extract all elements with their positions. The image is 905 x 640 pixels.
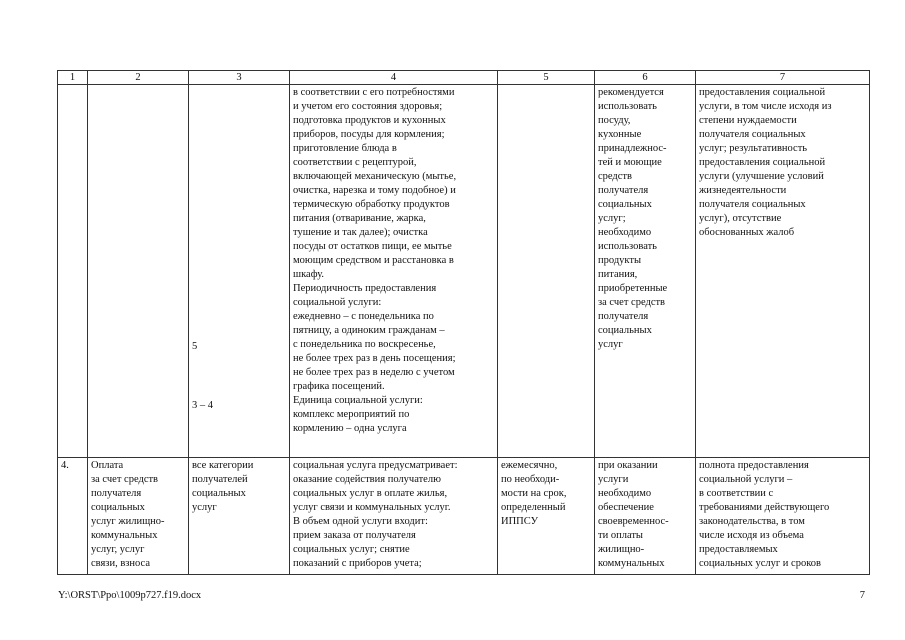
quality-cell: полнота предоставления социальной услуги – в соответствии с требованиями действующего законодательства, в том числе исходя из объема предоставляемых социальных услуг и сроков (696, 458, 870, 575)
conditions-cell: при оказании услуги необходимо обеспечение своевременнос- ти оплаты жилищно- коммунальных (595, 458, 696, 575)
column-number: 4 (290, 71, 498, 85)
conditions-cell: рекомендуется использовать посуду, кухонные принадлежнос- тей и моющие средств получателя социальных услуг; необходимо использовать продукты питания, приобретенные за счет средств получателя социальных услуг (595, 85, 696, 458)
column-number: 1 (58, 71, 88, 85)
description-cell: социальная услуга предусматривает: оказание содействия получателю социальных услуг в оплате жилья, услуг связи и коммунальных услуг. В объем одной услуги входит: прием заказа от получателя социальных услуг; снятие показаний с приборов учета; (290, 458, 498, 575)
row-number-cell: 4. (58, 458, 88, 575)
service-name-cell (88, 85, 189, 458)
column-number: 7 (696, 71, 870, 85)
services-table (57, 70, 870, 575)
column-number-row (58, 71, 870, 85)
column-number: 5 (498, 71, 595, 85)
recipients-note-2: 3 – 4 (192, 400, 213, 411)
quality-cell: предоставления социальной услуги, в том числе исходя из степени нуждаемости получателя социальных услуг; результативность предоставления социальной услуги (улучшение условий жизнедеятельности получателя социальных услуг), отсутствие обоснованных жалоб (696, 85, 870, 458)
page-number: 7 (859, 590, 865, 601)
description-cell: в соответствии с его потребностями и учетом его состояния здоровья; подготовка продуктов и кухонных приборов, посуды для кормления; приготовление блюда в соответствии с рецептурой, включающей механическую (мытье, очистка, нарезка и тому подобное) и термическую обработку продуктов питания (отваривание, жарка, тушение и так далее); очистка посуды от остатков пищи, ее мытье моющим средством и расстановка в шкафу. Периодичность предоставления социальной услуги: ежедневно – с понедельника по пятницу, а одиноким гражданам – с понедельника по воскресенье, не более трех раз в день посещения; не более трех раз в неделю с учетом графика посещений. Единица социальной услуги: комплекс мероприятий по кормлению – одна услуга (290, 85, 498, 458)
column-number: 2 (88, 71, 189, 85)
row-number-cell (58, 85, 88, 458)
recipients-note-1: 5 (192, 341, 198, 352)
column-number: 6 (595, 71, 696, 85)
service-name-cell: Оплата за счет средств получателя социальных услуг жилищно- коммунальных услуг, услуг связи, взноса (88, 458, 189, 575)
recipients-cell (189, 85, 290, 458)
table-row (58, 85, 870, 458)
table-row (58, 458, 870, 575)
term-cell (498, 85, 595, 458)
recipients-cell: все категории получателей социальных услуг (189, 458, 290, 575)
column-number: 3 (189, 71, 290, 85)
term-cell: ежемесячно, по необходи- мости на срок, определенный ИППСУ (498, 458, 595, 575)
footer-file-path: Y:\ORST\Ppo\1009p727.f19.docx (58, 590, 202, 601)
